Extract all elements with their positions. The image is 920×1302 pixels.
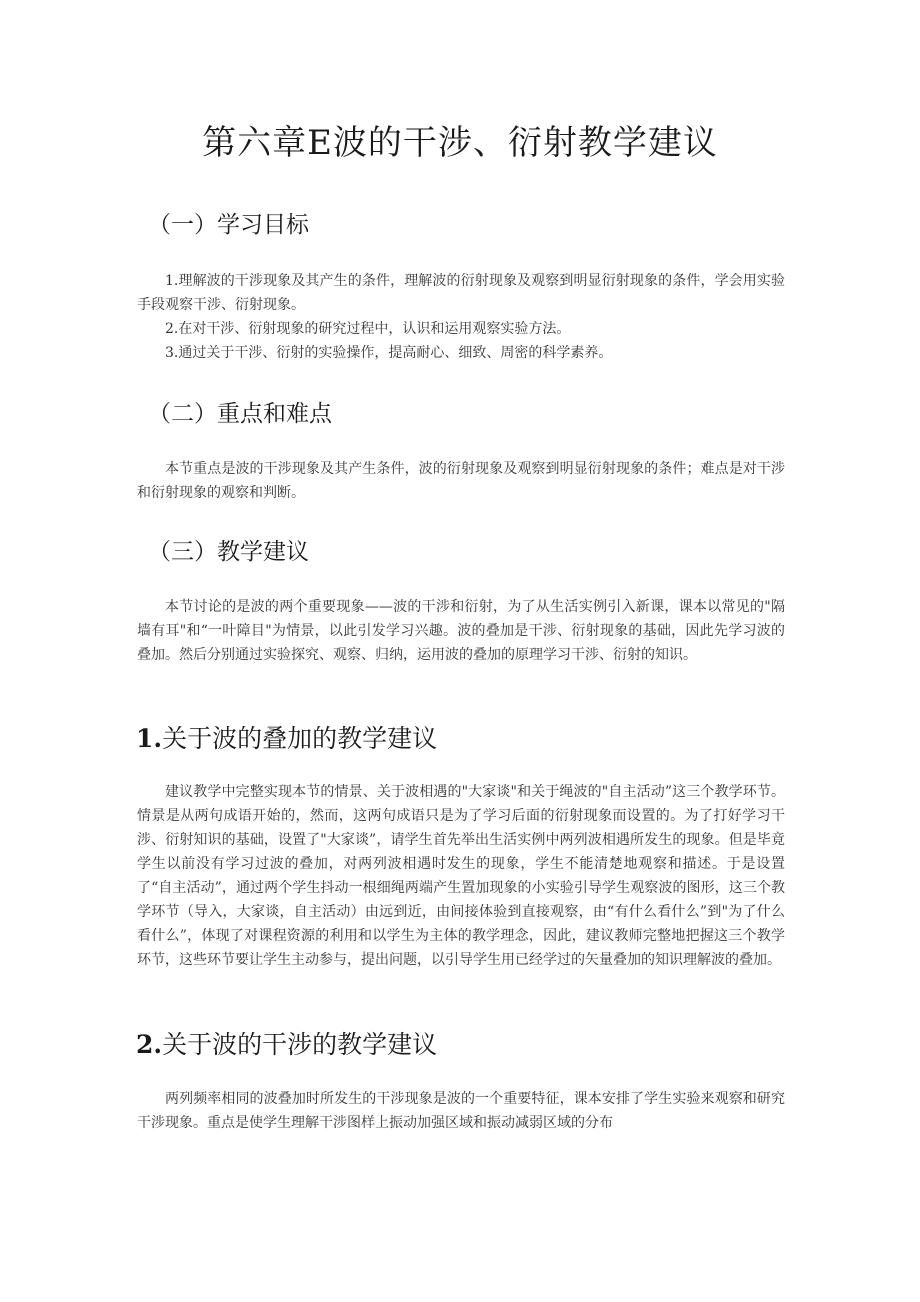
goal-item: 2.在对干涉、衍射现象的研究过程中，认识和运用观察实验方法。 <box>165 321 571 337</box>
subheading-superposition <box>136 721 437 757</box>
subheading-interference <box>136 1027 437 1063</box>
section-heading-goals: （一）学习目标 <box>148 212 309 238</box>
document-title: 第六章E波的干涉、衍射教学建议 <box>202 123 718 163</box>
key-points-text: 本节重点是波的干涉现象及其产生条件，波的衍射现象及观察到明显衍射现象的条件；难点是对干涉和衍射现象的观察和判断。 <box>137 461 785 501</box>
interference-text: 两列频率相同的波叠加时所发生的干涉现象是波的一个重要特征，课本安排了学生实验来观察和研究干涉现象。重点是使学生理解干涉图样上振动加强区域和振动减弱区域的分布 <box>137 1091 785 1131</box>
suggestions-text: 本节讨论的是波的两个重要现象——波的干涉和衍射，为了从生活实例引入新课，课本以常见的"隔墙有耳"和“一叶障目"为情景，以此引发学习兴趣。波的叠加是干涉、衍射现象的基础，因此先学习波的叠加。然后分别通过实验探究、观察、归纳，运用波的叠加的原理学习干涉、衍射的知识。 <box>137 599 785 663</box>
subheading-text: 关于波的叠加的教学建议 <box>162 724 438 753</box>
section-heading-key-points: （二）重点和难点 <box>148 401 332 427</box>
section-heading-suggestions: （三）教学建议 <box>148 539 309 565</box>
goal-item: 1.理解波的干涉现象及其产生的条件，理解波的衍射现象及观察到明显衍射现象的条件，学会用实验手段观察干涉、衍射现象。 <box>137 273 785 313</box>
superposition-paragraph <box>137 780 785 972</box>
interference-paragraph <box>137 1087 785 1135</box>
goals-list <box>137 269 785 365</box>
subheading-number: 1. <box>136 724 163 753</box>
goal-item: 3.通过关于干涉、衍射的实验操作，提高耐心、细致、周密的科学素养。 <box>165 345 613 361</box>
suggestions-paragraph <box>137 595 785 667</box>
key-points-paragraph <box>137 457 785 505</box>
superposition-text: 建议教学中完整实现本节的情景、关于波相遇的"大家谈"和关于绳波的"自主活动”这三个教学环节。情景是从两句成语开始的，然而，这两句成语只是为了学习后面的衍射现象而设置的。为了打好学习干涉、衍射知识的基础，设置了"大家谈”，请学生首先举出生活实例中两列波相遇所发生的现象。但是毕竟学生以前没有学习过波的叠加，对两列波相遇时发生的现象，学生不能清楚地观察和描述。于是设置了“自主活动”，通过两个学生抖动一根细绳两端产生置加现象的小实验引导学生观察波的图形，这三个教学环节（导入，大家谈，自主活动）由远到近，由间接体验到直接观察，由“有什么看什么”到"为了什么看什么”，体现了对课程资源的利用和以学生为主体的教学理念，因此，建议教师完整地把握这三个教学环节，这些环节要让学生主动参与，提出问题，以引导学生用已经学过的矢量叠加的知识理解波的叠加。 <box>137 784 785 968</box>
subheading-text: 关于波的干涉的教学建议 <box>162 1030 438 1059</box>
subheading-number: 2. <box>136 1030 163 1059</box>
